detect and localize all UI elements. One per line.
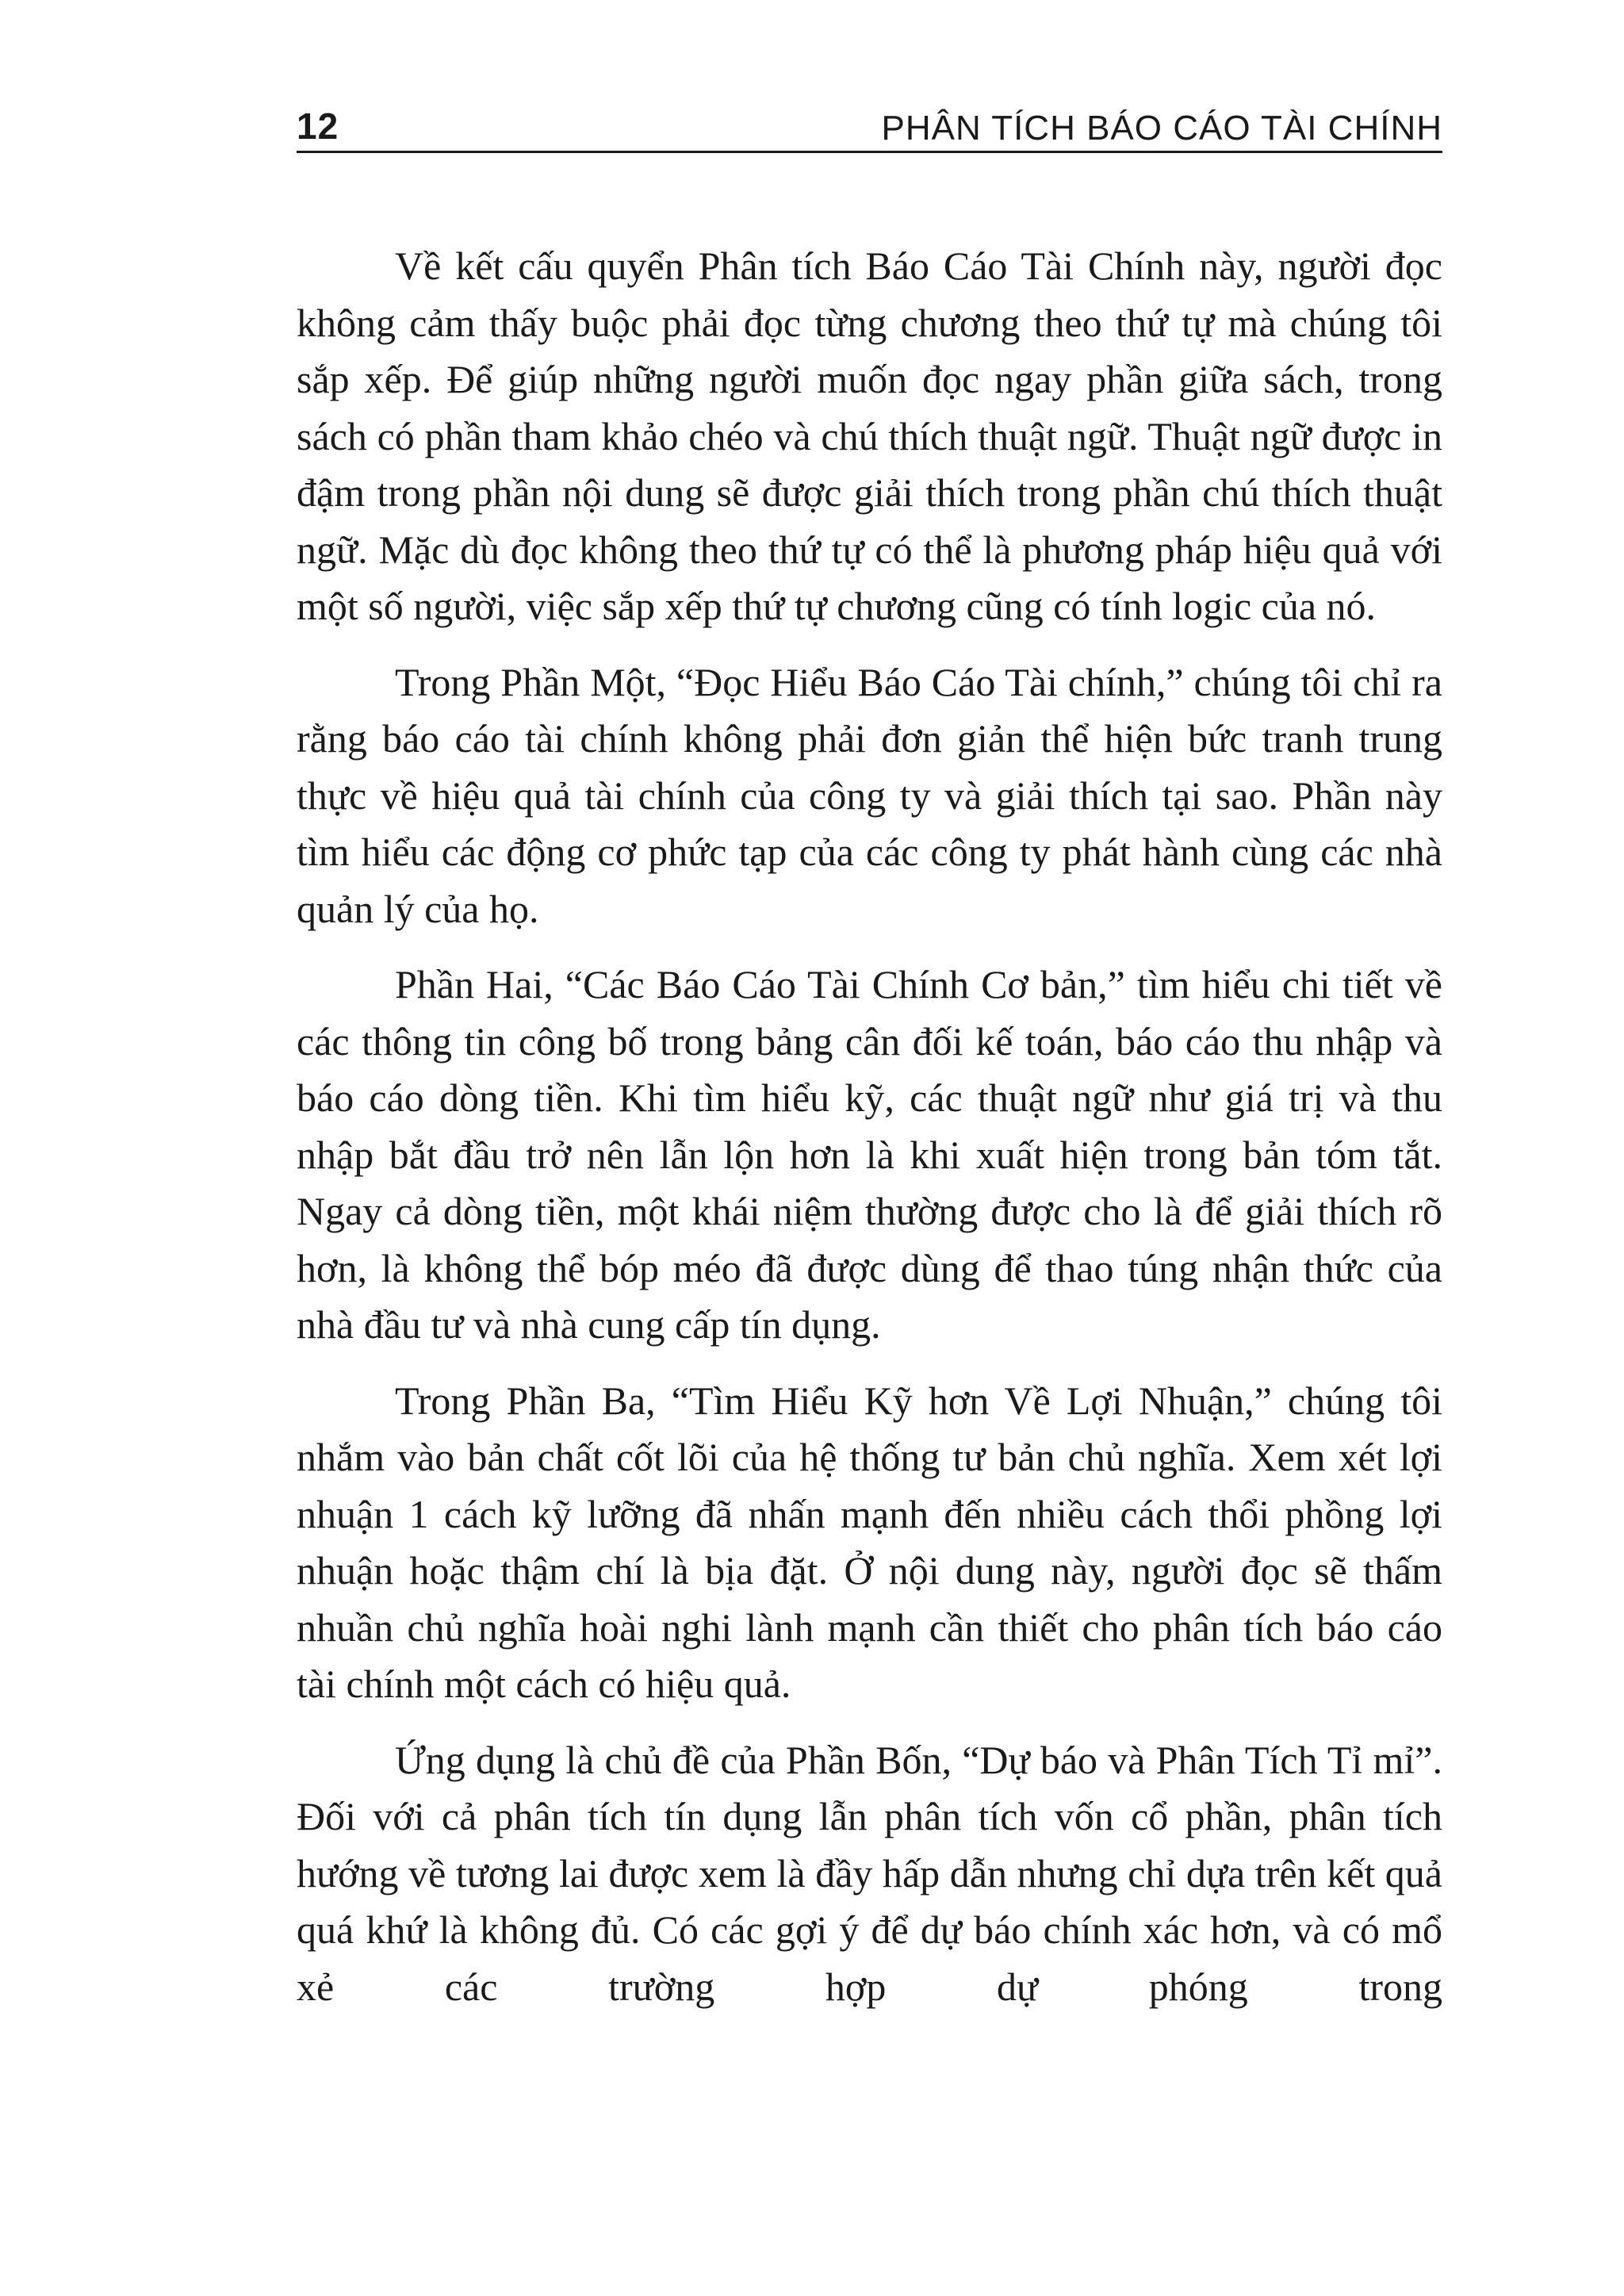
paragraph-part-one: Trong Phần Một, “Đọc Hiểu Báo Cáo Tài chính,” chúng tôi chỉ ra rằng báo cáo tài chính không phải đơn giản thể hiện bức tranh trung thực về hiệu quả tài chính của công ty và giải thích tại sao. Phần này tìm hiểu các động cơ phức tạp của các công ty phát hành cùng các nhà quản lý của họ. [297,659,1442,931]
paragraph-part-three: Trong Phần Ba, “Tìm Hiểu Kỹ hơn Về Lợi Nhuận,” chúng tôi nhắm vào bản chất cốt lõi của hệ thống tư bản chủ nghĩa. Xem xét lợi nhuận 1 cách kỹ lưỡng đã nhấn mạnh đến nhiều cách thổi phồng lợi nhuận hoặc thậm chí là bịa đặt. Ở nội dung này, người đọc sẽ thấm nhuần chủ nghĩa hoài nghi lành mạnh cần thiết cho phân tích báo cáo tài chính một cách có hiệu quả. [297,1378,1442,1706]
body-text [297,238,1442,2034]
running-title: PHÂN TÍCH BÁO CÁO TÀI CHÍNH [881,109,1442,148]
running-header [297,102,1442,153]
paragraph-part-two: Phần Hai, “Các Báo Cáo Tài Chính Cơ bản,” tìm hiểu chi tiết về các thông tin công bố trong bảng cân đối kế toán, báo cáo thu nhập và báo cáo dòng tiền. Khi tìm hiểu kỹ, các thuật ngữ như giá trị và thu nhập bắt đầu trở nên lẫn lộn hơn là khi xuất hiện trong bản tóm tắt. Ngay cả dòng tiền, một khái niệm thường được cho là để giải thích rõ hơn, là không thể bóp méo đã được dùng để thao túng nhận thức của nhà đầu tư và nhà cung cấp tín dụng. [297,962,1442,1347]
page-number: 12 [297,105,339,147]
paragraph-part-four: Ứng dụng là chủ đề của Phần Bốn, “Dự báo và Phân Tích Tỉ mỉ”. Đối với cả phân tích tín dụng lẫn phân tích vốn cổ phần, phân tích hướng về tương lai được xem là đầy hấp dẫn nhưng chỉ dựa trên kết quả quá khứ là không đủ. Có các gợi ý để dự báo chính xác hơn, và có mổ xẻ các trường hợp dự phóng trong [297,1737,1442,2009]
paragraph-structure: Về kết cấu quyển Phân tích Báo Cáo Tài Chính này, người đọc không cảm thấy buộc phải đọc từng chương theo thứ tự mà chúng tôi sắp xếp. Để giúp những người muốn đọc ngay phần giữa sách, trong sách có phần tham khảo chéo và chú thích thuật ngữ. Thuật ngữ được in đậm trong phần nội dung sẽ được giải thích trong phần chú thích thuật ngữ. Mặc dù đọc không theo thứ tự có thể là phương pháp hiệu quả với một số người, việc sắp xếp thứ tự chương cũng có tính logic của nó. [297,243,1442,628]
